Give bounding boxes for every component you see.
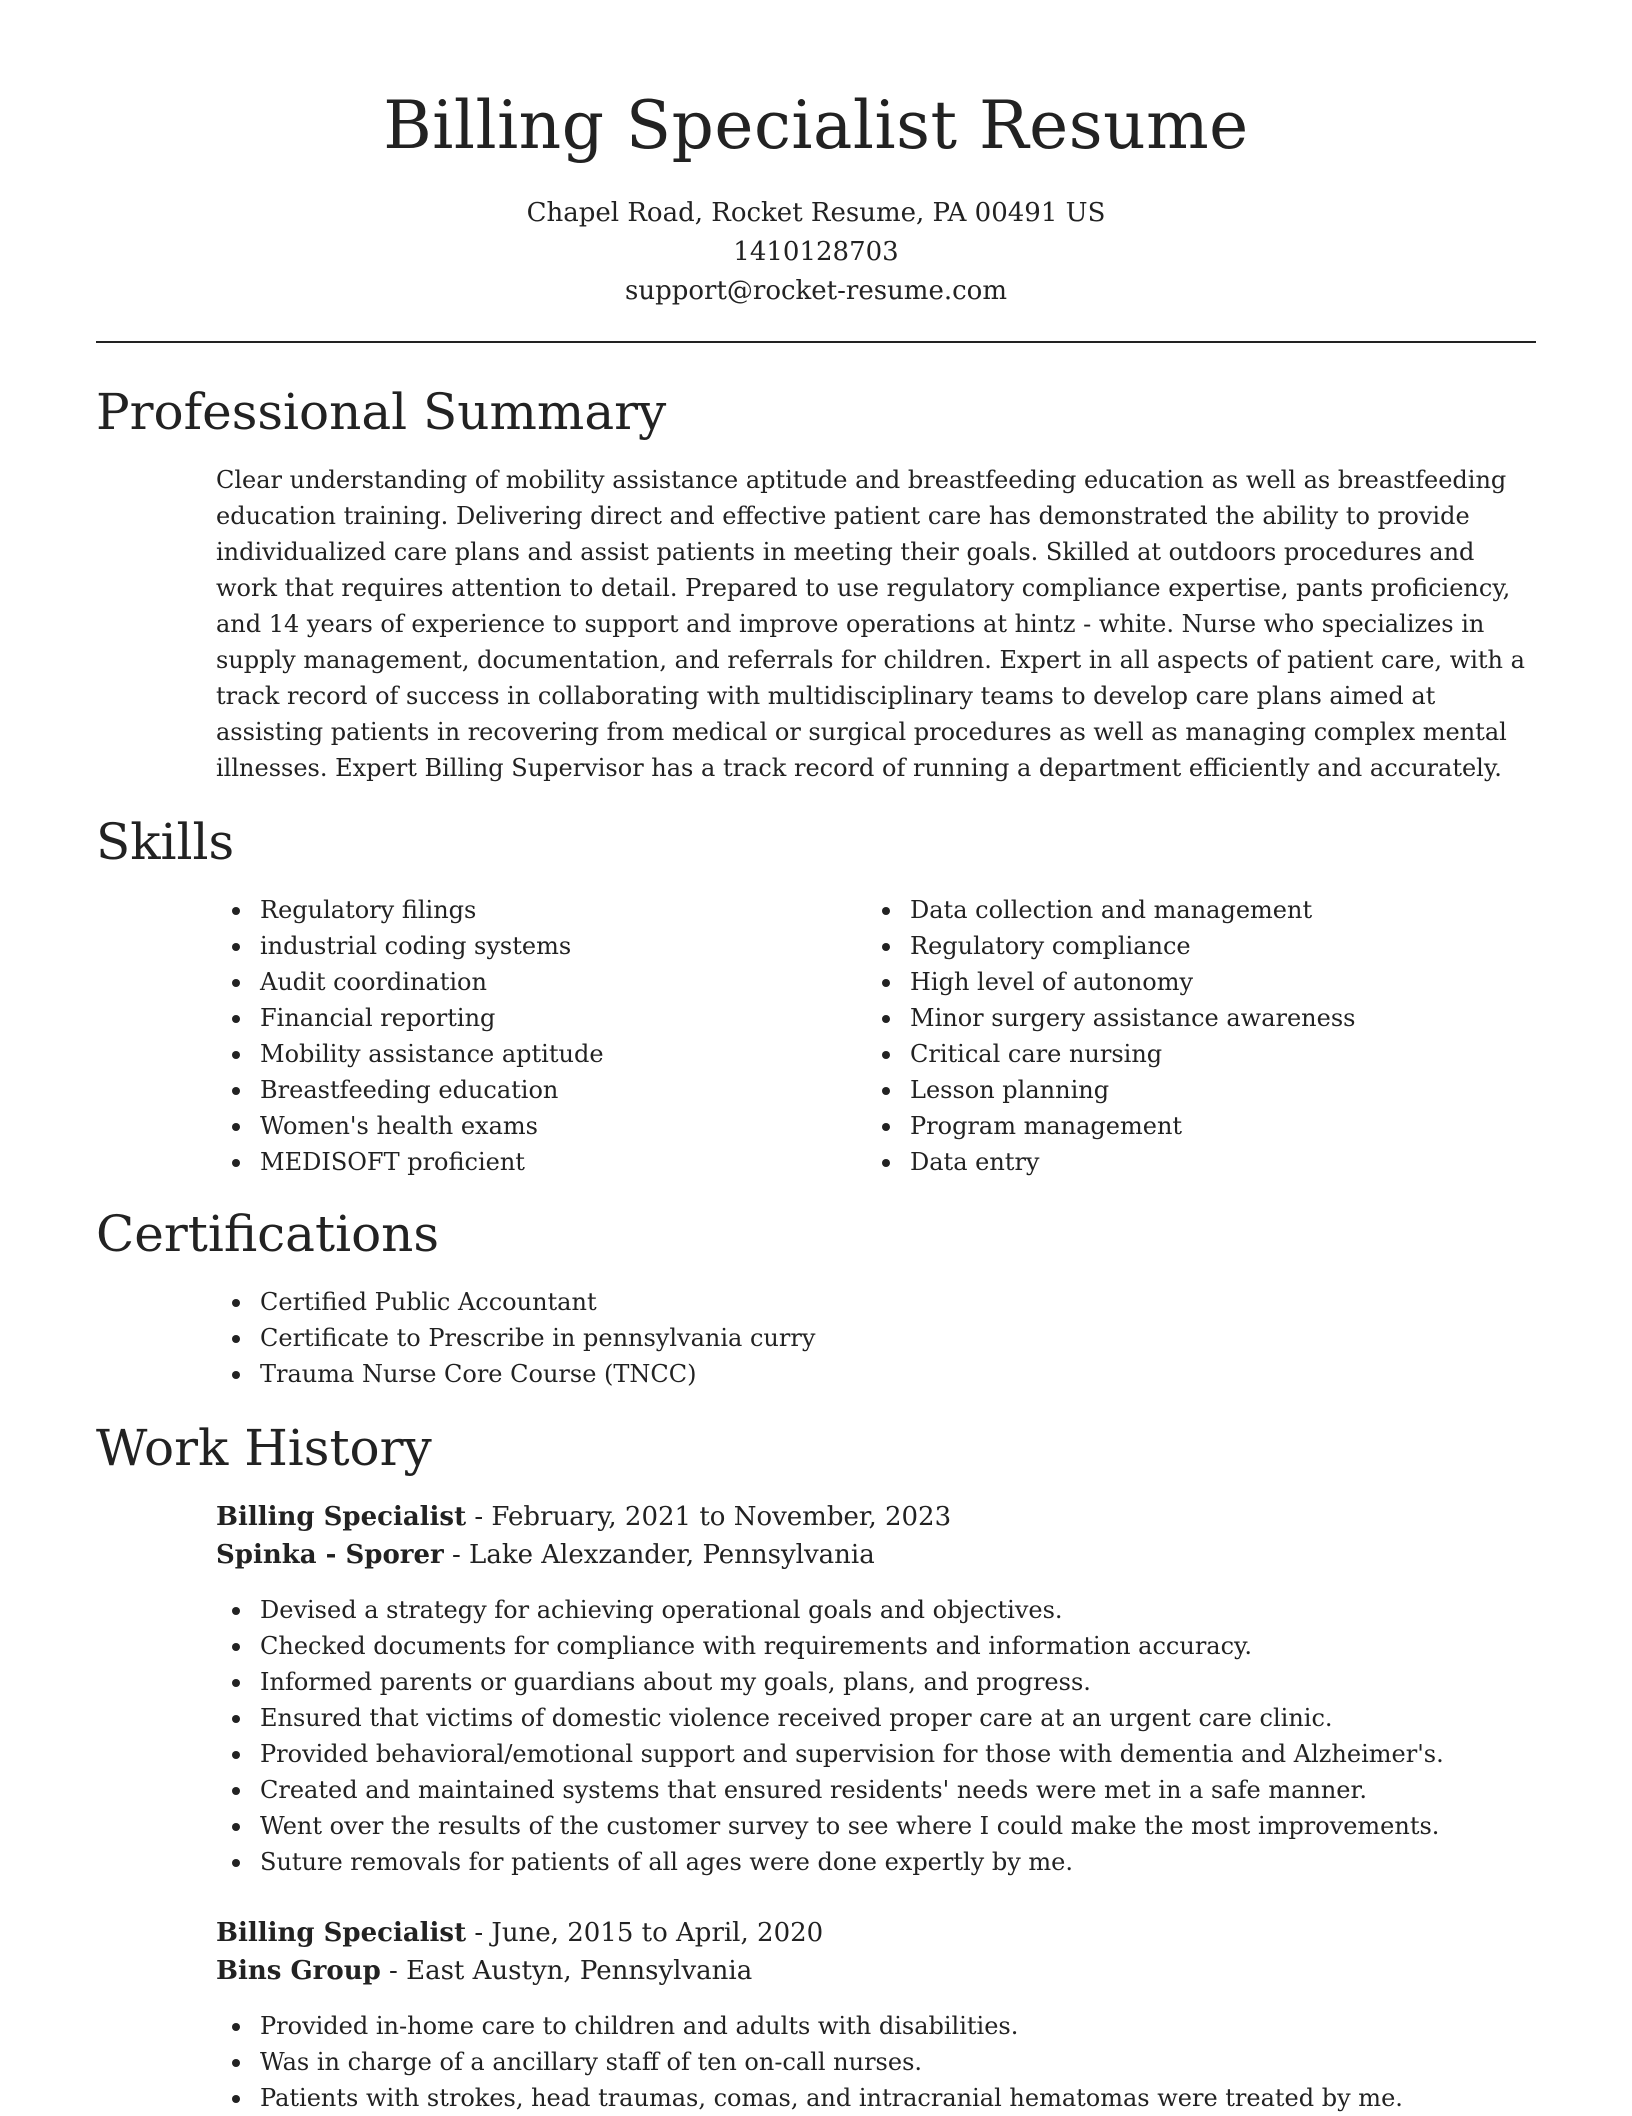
list-item: Regulatory filings xyxy=(216,892,604,928)
list-item: Certificate to Prescribe in pennsylvania curry xyxy=(216,1320,815,1356)
job-company: Bins Group xyxy=(216,1956,381,1986)
job-1-title-line xyxy=(216,1498,951,1536)
list-item: Informed parents or guardians about my goals, plans, and progress. xyxy=(216,1664,1444,1700)
list-item: Lesson planning xyxy=(866,1072,1355,1108)
skills-list-right xyxy=(866,892,1355,1180)
summary-heading: Professional Summary xyxy=(96,383,667,441)
header-divider xyxy=(96,341,1536,343)
list-item: Breastfeeding education xyxy=(216,1072,604,1108)
list-item: Mobility assistance aptitude xyxy=(216,1036,604,1072)
list-item: Was in charge of a ancillary staff of ten on-call nurses. xyxy=(216,2044,1403,2080)
list-item: Data entry xyxy=(866,1144,1355,1180)
job-location: - Lake Alexzander, Pennsylvania xyxy=(443,1540,875,1570)
list-item: Suture removals for patients of all ages were done expertly by me. xyxy=(216,1844,1444,1880)
list-item: Women's health exams xyxy=(216,1108,604,1144)
list-item: Created and maintained systems that ensured residents' needs were met in a safe manner. xyxy=(216,1772,1444,1808)
skills-heading: Skills xyxy=(96,813,235,871)
job-1-bullets xyxy=(216,1592,1444,1880)
job-dates: - February, 2021 to November, 2023 xyxy=(466,1502,952,1532)
list-item: MEDISOFT proficient xyxy=(216,1144,604,1180)
list-item: Program management xyxy=(866,1108,1355,1144)
list-item: industrial coding systems xyxy=(216,928,604,964)
list-item: Devised a strategy for achieving operational goals and objectives. xyxy=(216,1592,1444,1628)
list-item: Checked documents for compliance with requirements and information accuracy. xyxy=(216,1628,1444,1664)
job-2-company-line xyxy=(216,1952,752,1990)
contact-block xyxy=(96,194,1536,311)
skills-list-left xyxy=(216,892,604,1180)
summary-text: Clear understanding of mobility assistance aptitude and breastfeeding education as well as breastfeeding education training. Delivering direct and effective patient care has demonstrated the ability to provide individualized care plans and assist patients in meeting their goals. Skilled at outdoors procedures and work that requires attention to detail. Prepared to use regulatory compliance expertise, pants proficiency, and 14 years of experience to support and improve operations at hintz - white. Nurse who specializes in supply management, documentation, and referrals for children. Expert in all aspects of patient care, with a track record of success in collaborating with multidisciplinary teams to develop care plans aimed at assisting patients in recovering from medical or surgical procedures as well as managing complex mental illnesses. Expert Billing Supervisor has a track record of running a department efficiently and accurately. xyxy=(216,466,1525,782)
contact-address: Chapel Road, Rocket Resume, PA 00491 US xyxy=(526,198,1106,228)
list-item: Regulatory compliance xyxy=(866,928,1355,964)
list-item: Ensured that victims of domestic violence received proper care at an urgent care clinic. xyxy=(216,1700,1444,1736)
job-location: - East Austyn, Pennsylvania xyxy=(380,1956,753,1986)
list-item: Certified Public Accountant xyxy=(216,1284,815,1320)
list-item: Trauma Nurse Core Course (TNCC) xyxy=(216,1356,815,1392)
job-2-title-line xyxy=(216,1914,823,1952)
list-item: Went over the results of the customer survey to see where I could make the most improvements. xyxy=(216,1808,1444,1844)
certifications-heading: Certifications xyxy=(96,1205,440,1263)
list-item: Critical care nursing xyxy=(866,1036,1355,1072)
list-item: Data collection and management xyxy=(866,892,1355,928)
job-2-bullets xyxy=(216,2008,1403,2116)
contact-email: support@rocket-resume.com xyxy=(624,276,1007,306)
list-item: Provided in-home care to children and adults with disabilities. xyxy=(216,2008,1403,2044)
list-item: Provided behavioral/emotional support and supervision for those with dementia and Alzheimer's. xyxy=(216,1736,1444,1772)
work-history-heading: Work History xyxy=(96,1419,432,1477)
contact-phone: 1410128703 xyxy=(733,237,899,267)
job-1-company-line xyxy=(216,1536,875,1574)
resume-title: Billing Specialist Resume xyxy=(383,87,1249,164)
job-title: Billing Specialist xyxy=(216,1918,467,1948)
list-item: Financial reporting xyxy=(216,1000,604,1036)
list-item: High level of autonomy xyxy=(866,964,1355,1000)
list-item: Minor surgery assistance awareness xyxy=(866,1000,1355,1036)
job-dates: - June, 2015 to April, 2020 xyxy=(466,1918,824,1948)
list-item: Patients with strokes, head traumas, comas, and intracranial hematomas were treated by me. xyxy=(216,2080,1403,2116)
list-item: Audit coordination xyxy=(216,964,604,1000)
certifications-list xyxy=(216,1284,815,1392)
job-company: Spinka - Sporer xyxy=(216,1540,444,1570)
job-title: Billing Specialist xyxy=(216,1502,467,1532)
